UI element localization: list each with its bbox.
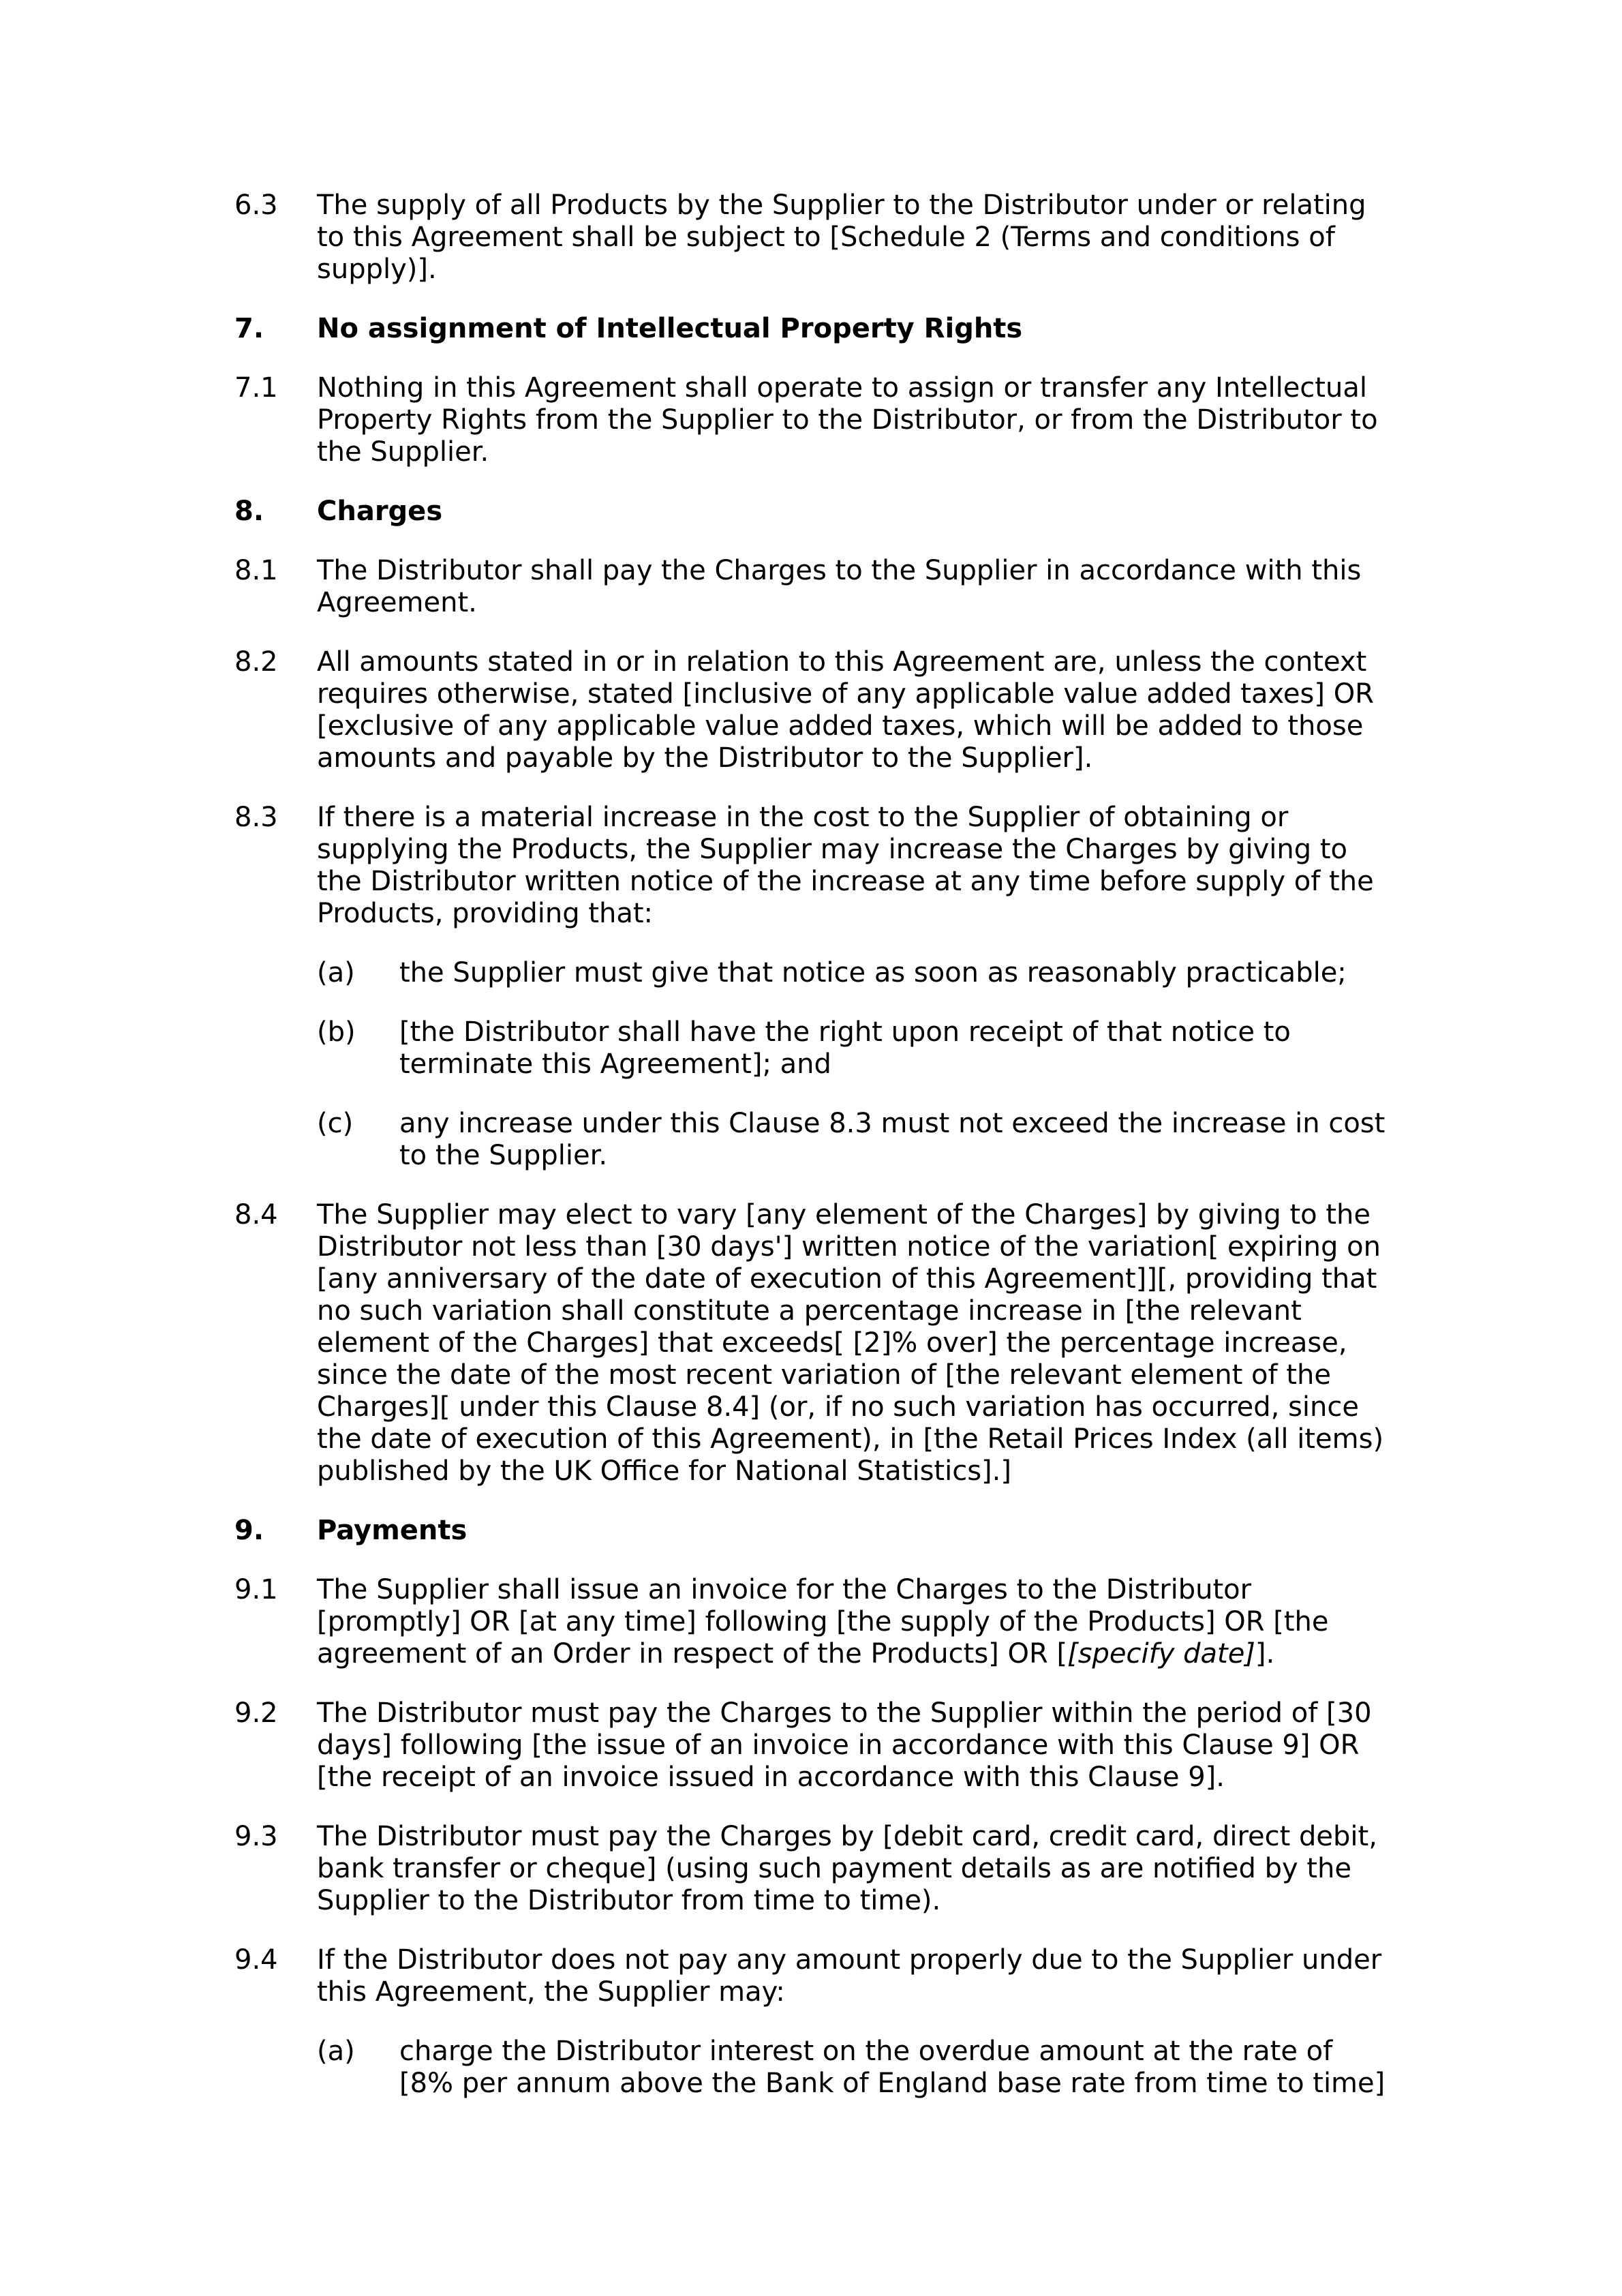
clause-text (317, 1574, 1393, 1670)
subclause-8-3-c (317, 1108, 1393, 1172)
subclause-letter: (a) (317, 957, 355, 988)
clause-9-3 (234, 1821, 1393, 1917)
clause-text: If the Distributor does not pay any amount properly due to the Supplier under this Agreement, the Supplier may: (317, 1944, 1382, 2008)
clause-8-1 (234, 555, 1393, 619)
section-title: No assignment of Intellectual Property Rights (317, 313, 1023, 344)
clause-text-end: ]. (1255, 1638, 1275, 1670)
clause-number: 9.3 (234, 1821, 278, 1852)
subclause-8-3-a (317, 957, 1393, 989)
clause-number: 8.4 (234, 1199, 278, 1230)
section-number: 7. (234, 313, 264, 344)
section-heading-9 (234, 1515, 1393, 1547)
clause-number: 7.1 (234, 372, 278, 404)
subclause-letter: (a) (317, 2036, 355, 2067)
clause-text: All amounts stated in or in relation to this Agreement are, unless the context requires otherwise, stated [inclusive of any applicable value added taxes] OR [exclusive of any applicable value added taxes, which will be added to those amounts and payable by the Distributor to the Supplier]. (317, 646, 1374, 774)
clause-9-1 (234, 1574, 1393, 1670)
clause-9-4 (234, 1944, 1393, 2008)
clause-text-main: The Supplier shall issue an invoice for the Charges to the Distributor [promptly] OR [at any time] following [the supply of the Products] OR [the agreement of an Order in respect of the Products] OR [ (317, 1574, 1329, 1670)
document-body (234, 190, 1393, 2100)
clause-number: 6.3 (234, 190, 278, 221)
subclause-text: [the Distributor shall have the right upon receipt of that notice to terminate this Agreement]; and (399, 1016, 1291, 1080)
section-title: Charges (317, 496, 443, 527)
subclause-text: any increase under this Clause 8.3 must not exceed the increase in cost to the Supplier. (399, 1108, 1386, 1171)
clause-8-4 (234, 1199, 1393, 1487)
section-title: Payments (317, 1515, 468, 1546)
clause-text: The Supplier may elect to vary [any element of the Charges] by giving to the Distributor not less than [30 days'] written notice of the variation[ expiring on [any anniversary of the date of execution of this Agreement]][, providing that no such variation shall constitute a percentage increase in [the relevant element of the Charges] that exceeds[ [2]% over] the percentage increase, since the date of the most recent variation of [the relevant element of the Charges][ under this Clause 8.4] (or, if no such variation has occurred, since the date of execution of this Agreement), in [the Retail Prices Index (all items) published by the UK Office for National Statistics].] (317, 1199, 1384, 1487)
subclause-letter: (c) (317, 1108, 354, 1139)
clause-number: 9.1 (234, 1574, 278, 1605)
clause-text: The Distributor must pay the Charges to the Supplier within the period of [30 days] following [the issue of an invoice in accordance with this Clause 9] OR [the receipt of an invoice issued in accordance with this Clause 9]. (317, 1697, 1372, 1793)
clause-number: 9.4 (234, 1944, 278, 1976)
subclause-8-3-b (317, 1016, 1393, 1081)
clause-text: The supply of all Products by the Supplier to the Distributor under or relating to this Agreement shall be subject to [Schedule 2 (Terms and conditions of supply)]. (317, 190, 1366, 285)
clause-7-1 (234, 372, 1393, 468)
clause-number: 8.1 (234, 555, 278, 586)
clause-6-3 (234, 190, 1393, 286)
clause-number: 8.3 (234, 802, 278, 833)
subclause-text: the Supplier must give that notice as soon as reasonably practicable; (399, 957, 1347, 988)
section-heading-7 (234, 313, 1393, 345)
subclause-9-4-a (317, 2036, 1393, 2100)
section-number: 9. (234, 1515, 264, 1546)
subclause-letter: (b) (317, 1016, 356, 1048)
subclause-text: charge the Distributor interest on the overdue amount at the rate of [8% per annum above the Bank of England base rate from time to time] (399, 2036, 1386, 2099)
clause-number: 8.2 (234, 646, 278, 678)
section-heading-8 (234, 496, 1393, 528)
placeholder-italic: [specify date] (1067, 1638, 1255, 1670)
clause-text: The Distributor must pay the Charges by [debit card, credit card, direct debit, bank transfer or cheque] (using such payment details as are notified by the Supplier to the Distributor from time to time). (317, 1821, 1377, 1916)
clause-text: If there is a material increase in the cost to the Supplier of obtaining or supplying the Products, the Supplier may increase the Charges by giving to the Distributor written notice of the increase at any time before supply of the Products, providing that: (317, 802, 1374, 929)
section-number: 8. (234, 496, 264, 527)
clause-text: Nothing in this Agreement shall operate to assign or transfer any Intellectual Property Rights from the Supplier to the Distributor, or from the Distributor to the Supplier. (317, 372, 1378, 468)
clause-number: 9.2 (234, 1697, 278, 1729)
clause-8-3 (234, 802, 1393, 930)
clause-8-2 (234, 646, 1393, 774)
clause-text: The Distributor shall pay the Charges to the Supplier in accordance with this Agreement. (317, 555, 1362, 618)
clause-9-2 (234, 1697, 1393, 1794)
